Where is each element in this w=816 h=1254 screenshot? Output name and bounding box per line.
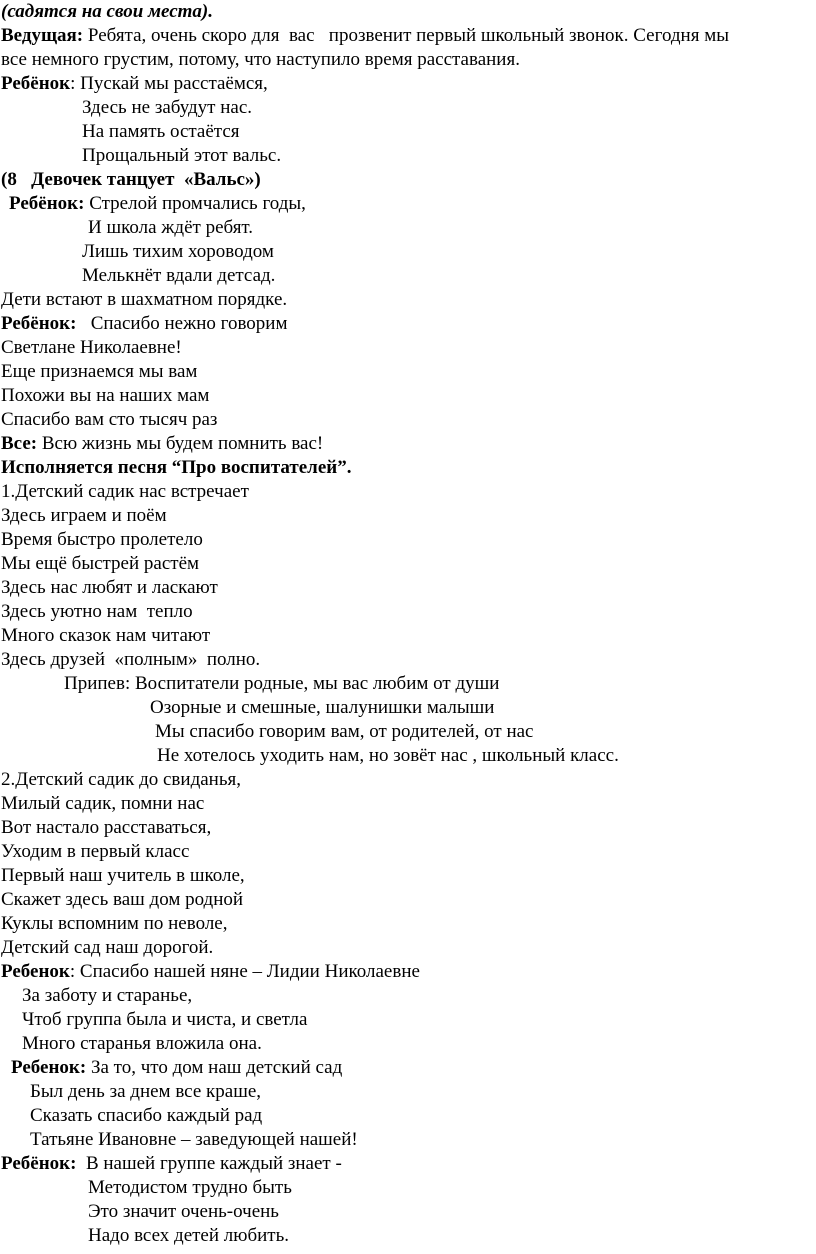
verse-line: Куклы вспомним по неволе, [1, 913, 228, 934]
verse-line: Сказать спасибо каждый рад [30, 1105, 263, 1126]
text-line [1, 312, 288, 336]
verse-line: И школа ждёт ребят. [88, 217, 254, 238]
chorus-line: Мы спасибо говорим вам, от родителей, от нас [155, 721, 534, 742]
verse-line: Детский сад наш дорогой. [1, 937, 214, 958]
text-line [9, 192, 306, 216]
verse-line: Был день за днем все краше, [30, 1081, 262, 1102]
line-text: Стрелой промчались годы, [84, 193, 306, 214]
verse-line: Еще признаемся мы вам [1, 361, 198, 382]
text-line [11, 1056, 342, 1080]
stage-direction: (8 Девочек танцует «Вальс») [1, 169, 261, 190]
song-heading: Исполняется песня “Про воспитателей”. [1, 457, 352, 478]
line-text: Ребята, очень скоро для вас прозвенит первый школьный звонок. Сегодня мы [83, 25, 730, 46]
verse-line: На память остаётся [82, 121, 240, 142]
verse-line: Здесь уютно нам тепло [1, 601, 193, 622]
chorus-line: Припев: Воспитатели родные, мы вас любим от души [64, 673, 500, 694]
speaker-label: Ребенок [1, 961, 70, 982]
text-line: Дети встают в шахматном порядке. [1, 289, 288, 310]
verse-line: Методистом трудно быть [88, 1177, 292, 1198]
line-text: Спасибо нежно говорим [76, 313, 288, 334]
speaker-label: Ведущая: [1, 25, 84, 46]
line-text: : Пускай мы расстаёмся, [70, 73, 268, 94]
verse-line: Здесь не забудут нас. [82, 97, 253, 118]
verse-line: Чтоб группа была и чиста, и светла [22, 1009, 308, 1030]
chorus-line: Не хотелось уходить нам, но зовёт нас , школьный класс. [157, 745, 619, 766]
speaker-label: Ребенок: [11, 1057, 87, 1078]
verse-line: Спасибо вам сто тысяч раз [1, 409, 218, 430]
verse-line: Мелькнёт вдали детсад. [82, 265, 276, 286]
verse-line: Надо всех детей любить. [88, 1225, 290, 1246]
verse-line: Прощальный этот вальс. [82, 145, 282, 166]
verse-line: Вот настало расставаться, [1, 817, 212, 838]
verse-line: Татьяне Ивановне – заведующей нашей! [30, 1129, 358, 1150]
speaker-label: Ребёнок: [1, 313, 77, 334]
line-text: : Спасибо нашей няне – Лидии Николаевне [69, 961, 420, 982]
verse-line: Здесь нас любят и ласкают [1, 577, 218, 598]
verse-line: Мы ещё быстрей растём [1, 553, 200, 574]
chorus-line: Озорные и смешные, шалунишки малыши [150, 697, 495, 718]
speaker-label: Ребёнок [1, 73, 71, 94]
verse-line: 2.Детский садик до свиданья, [1, 769, 241, 790]
verse-line: Лишь тихим хороводом [82, 241, 274, 262]
verse-line: Здесь играем и поём [1, 505, 167, 526]
line-text: За то, что дом наш детский сад [86, 1057, 343, 1078]
verse-line: Много старанья вложила она. [22, 1033, 262, 1054]
verse-line: Похожи вы на наших мам [1, 385, 210, 406]
speaker-label: Ребёнок: [9, 193, 85, 214]
verse-line: Милый садик, помни нас [1, 793, 205, 814]
text-line [1, 432, 323, 456]
verse-line: Много сказок нам читают [1, 625, 211, 646]
text-line [1, 24, 729, 48]
text-line [1, 72, 268, 96]
verse-line: Здесь друзей «полным» полно. [1, 649, 261, 670]
text-line: все немного грустим, потому, что наступило время расставания. [1, 49, 520, 70]
verse-line: За заботу и старанье, [22, 985, 193, 1006]
verse-line: Уходим в первый класс [1, 841, 190, 862]
line-text: Всю жизнь мы будем помнить вас! [37, 433, 324, 454]
stage-direction: (садятся на свои места). [1, 1, 214, 22]
line-text: В нашей группе каждый знает - [76, 1153, 342, 1174]
text-line [1, 960, 420, 984]
verse-line: Светлане Николаевне! [1, 337, 182, 358]
verse-line: Скажет здесь ваш дом родной [1, 889, 244, 910]
verse-line: Время быстро пролетело [1, 529, 203, 550]
verse-line: Это значит очень-очень [88, 1201, 279, 1222]
text-line [1, 1152, 342, 1176]
verse-line: 1.Детский садик нас встречает [1, 481, 249, 502]
speaker-label: Все: [1, 433, 38, 454]
speaker-label: Ребёнок: [1, 1153, 77, 1174]
verse-line: Первый наш учитель в школе, [1, 865, 245, 886]
